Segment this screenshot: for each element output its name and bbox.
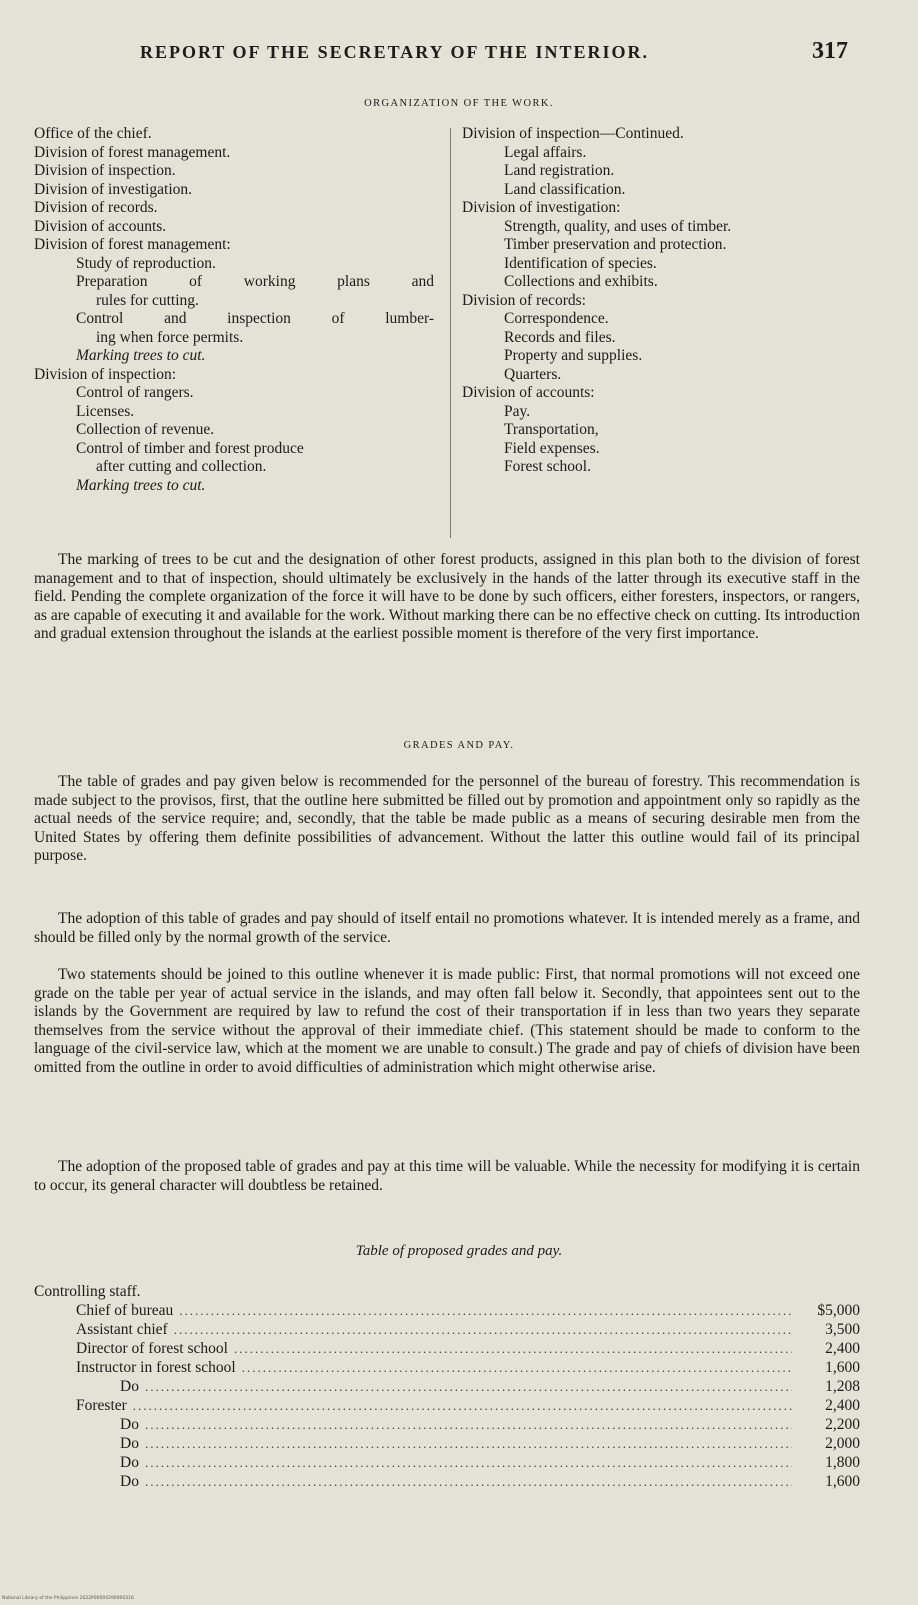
org-subitem: Control of timber and forest produce	[76, 439, 304, 457]
org-subitem: Transportation,	[504, 421, 599, 438]
org-subitem-continued: rules for cutting.	[96, 291, 199, 309]
org-subitem: Forest school.	[504, 458, 591, 475]
dot-leader	[145, 1472, 792, 1491]
dot-leader	[145, 1453, 792, 1472]
org-item: Division of records.	[34, 199, 158, 216]
org-subitem: Strength, quality, and uses of timber.	[504, 217, 732, 235]
org-item: Division of inspection.	[34, 162, 176, 179]
pay-table-row	[34, 1453, 860, 1472]
pay-table-row	[34, 1415, 860, 1434]
column-divider	[450, 128, 451, 538]
pay-table-title: Table of proposed grades and pay.	[355, 1243, 563, 1259]
grade-label: Do	[120, 1435, 139, 1452]
dot-leader	[133, 1396, 792, 1415]
grade-label: Do	[120, 1378, 139, 1395]
pay-amount: $5,000	[817, 1302, 860, 1319]
org-item: Division of accounts:	[462, 384, 595, 401]
org-subitem: Identification of species.	[504, 254, 657, 272]
org-subitem: Marking trees to cut.	[76, 476, 206, 494]
grades-paragraph: Two statements should be joined to this outline whenever it is made public: First, that normal promotions will not exceed one grade on the table per year of actual service in the islands, and may often fall below it. Secondly, that appointees sent out to the islands by the Government are required by law to refund the cost of their transportation if in less than two years they separate themselves from the service without the approval of their immediate chief. (This statement should be made to conform to the language of the civil-service law, which at the moment we are unable to consult.) The grade and pay of chiefs of division have been omitted from the outline in order to avoid difficulties of administration which might otherwise arise.	[34, 966, 860, 1076]
org-subitem: Pay.	[504, 402, 531, 420]
org-item: Office of the chief.	[34, 125, 152, 142]
pay-table-row	[34, 1301, 860, 1320]
pay-table-row	[34, 1320, 860, 1339]
org-subitem: Control of rangers.	[76, 384, 194, 401]
marking-paragraph: The marking of trees to be cut and the designation of other forest products, assigned in this plan both to the division of forest management and to that of inspection, should ultimately be exclusively in the hands of the latter through its executive staff in the field. Pending the complete organization of the force it will have to be done by such officers, either foresters, inspectors, or rangers, as are capable of executing it and available for the work. Without marking there can be no effective check on cutting. Its introduction and gradual extension throughout the islands at the earliest possible moment is therefore of the very first importance.	[34, 551, 860, 642]
organization-heading: ORGANIZATION OF THE WORK.	[364, 98, 554, 109]
org-subitem: Property and supplies.	[504, 347, 643, 364]
org-subitem: Legal affairs.	[504, 143, 587, 161]
org-item: Division of forest management.	[34, 143, 231, 161]
pay-amount: 3,500	[825, 1321, 860, 1338]
pay-amount: 1,800	[825, 1454, 860, 1471]
pay-table-group-row	[34, 1282, 860, 1301]
page-number: 317	[812, 38, 848, 64]
dot-leader	[179, 1301, 792, 1320]
grade-label: Do	[120, 1416, 139, 1433]
grade-label: Do	[120, 1454, 139, 1471]
grade-label: Chief of bureau	[76, 1302, 174, 1319]
org-subitem: Study of reproduction.	[76, 254, 216, 272]
grades-paragraph: The adoption of the proposed table of grades and pay at this time will be valuable. While the necessity for modifying it is certain to occur, its general character will doubtless be retained.	[34, 1158, 860, 1194]
grade-label: Director of forest school	[76, 1340, 228, 1357]
pay-table	[34, 1282, 860, 1491]
org-subitem: Field expenses.	[504, 439, 600, 457]
dot-leader	[145, 1434, 792, 1453]
grades-paragraph: The table of grades and pay given below is recommended for the personnel of the bureau of forestry. This recommendation is made subject to the provisos, first, that the outline here submitted be filled out by promotion and appointment only so rapidly as the actual needs of the service require; and, secondly, that the table be made public as a means of securing desirable men from the United States by offering them definite possibilities of advancement. Without the latter this outline would fail of its principal purpose.	[34, 773, 860, 864]
org-subitem: Records and files.	[504, 328, 616, 346]
grades-heading: GRADES AND PAY.	[403, 740, 515, 751]
dot-leader	[145, 1377, 792, 1396]
pay-table-row	[34, 1339, 860, 1358]
org-item: Division of records:	[462, 291, 586, 309]
grade-label: Forester	[76, 1397, 127, 1414]
grade-label: Instructor in forest school	[76, 1359, 236, 1376]
org-subitem: Control and inspection of lumber-	[76, 310, 434, 327]
pay-group-label: Controlling staff.	[34, 1283, 141, 1300]
org-item: Division of forest management:	[34, 236, 231, 253]
pay-amount: 1,600	[825, 1359, 860, 1376]
pay-table-row	[34, 1472, 860, 1491]
pay-table-row	[34, 1358, 860, 1377]
dot-leader	[234, 1339, 792, 1358]
org-item: Division of accounts.	[34, 217, 167, 235]
grades-paragraph: The adoption of this table of grades and pay should of itself entail no promotions whatever. It is intended merely as a frame, and should be filled only by the normal growth of the service.	[34, 910, 860, 946]
org-subitem: Collections and exhibits.	[504, 273, 658, 290]
pay-table-row	[34, 1377, 860, 1396]
pay-amount: 2,200	[825, 1416, 860, 1433]
org-item: Division of inspection:	[34, 365, 177, 383]
dot-leader	[174, 1320, 792, 1339]
pay-amount: 1,600	[825, 1473, 860, 1490]
org-item: Division of inspection—Continued.	[462, 125, 684, 142]
grade-label: Do	[120, 1473, 139, 1490]
pay-table-row	[34, 1434, 860, 1453]
pay-amount: 2,000	[825, 1435, 860, 1452]
organization-left-column	[34, 125, 434, 495]
organization-right-column	[462, 125, 867, 477]
running-head: REPORT OF THE SECRETARY OF THE INTERIOR.	[140, 42, 649, 62]
dot-leader	[242, 1358, 792, 1377]
org-subitem: Correspondence.	[504, 310, 609, 327]
pay-amount: 2,400	[825, 1340, 860, 1357]
org-subitem-continued: ing when force permits.	[96, 328, 244, 346]
org-subitem-continued: after cutting and collection.	[96, 458, 267, 475]
org-item: Division of investigation.	[34, 180, 193, 198]
pay-amount: 2,400	[825, 1397, 860, 1414]
org-subitem: Licenses.	[76, 402, 135, 420]
org-subitem: Land registration.	[504, 162, 615, 179]
org-subitem: Land classification.	[504, 180, 626, 198]
pay-amount: 1,208	[825, 1378, 860, 1395]
org-subitem: Collection of revenue.	[76, 421, 215, 438]
pay-table-row	[34, 1396, 860, 1415]
org-subitem: Preparation of working plans and	[76, 273, 434, 290]
org-subitem: Marking trees to cut.	[76, 347, 206, 364]
grade-label: Assistant chief	[76, 1321, 168, 1338]
org-item: Division of investigation:	[462, 199, 621, 216]
org-subitem: Timber preservation and protection.	[504, 236, 727, 253]
dot-leader	[145, 1415, 792, 1434]
org-subitem: Quarters.	[504, 365, 562, 383]
library-footer-stamp: National Library of the Philippines 2022P00004290000316	[2, 1596, 134, 1601]
